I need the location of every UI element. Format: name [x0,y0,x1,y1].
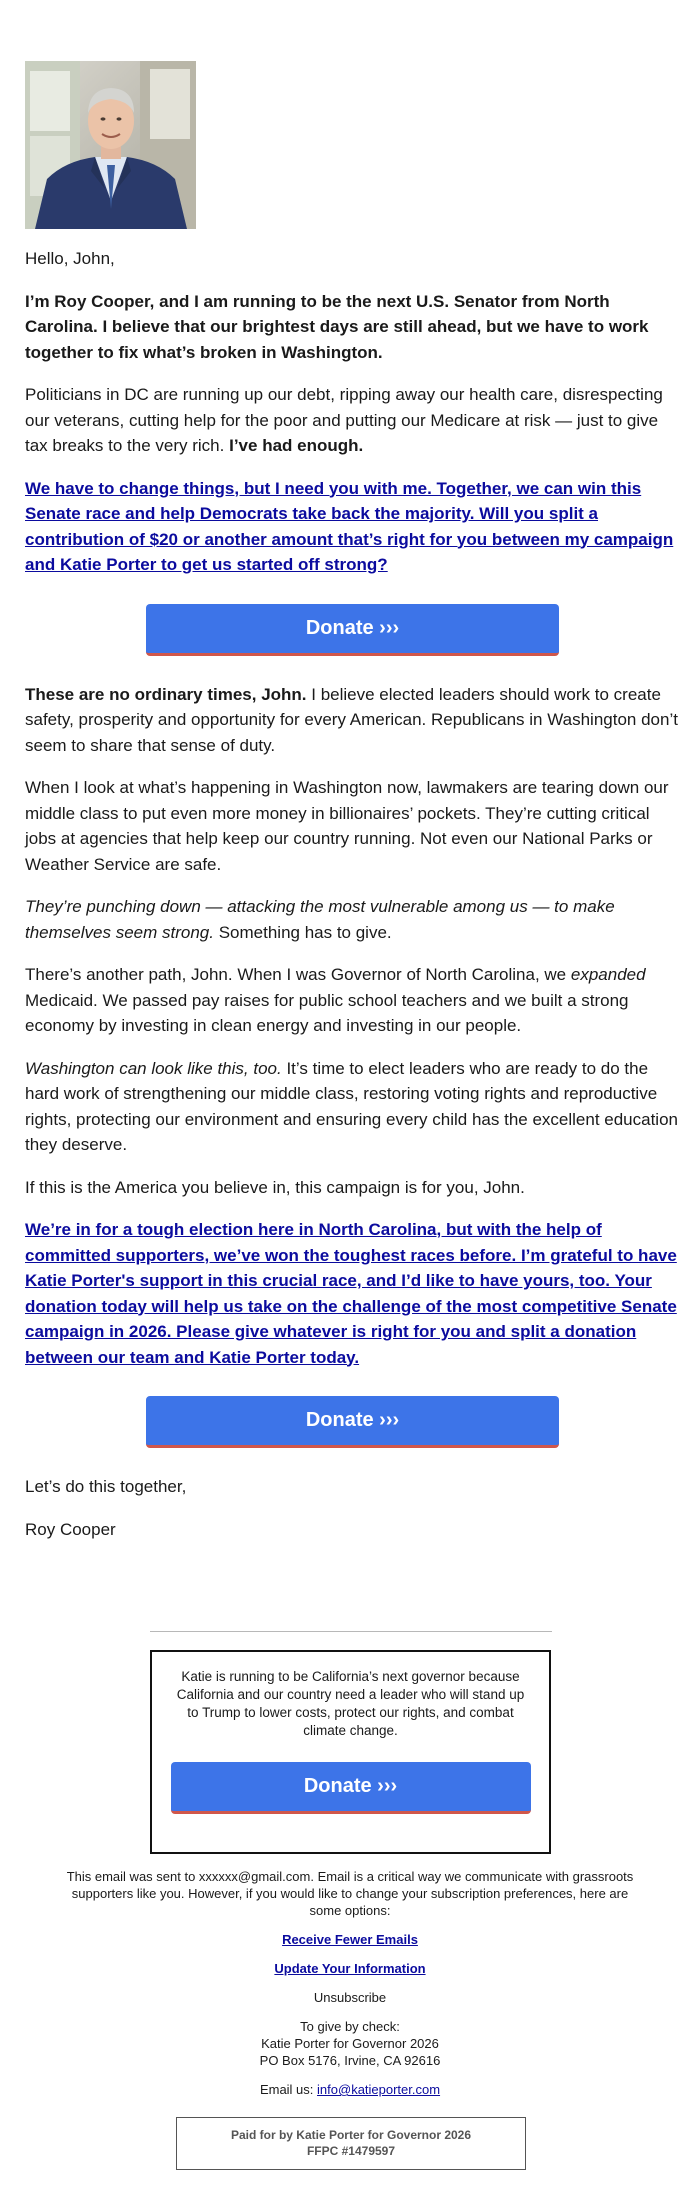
ffpc-line: FFPC #1479597 [306,2144,396,2158]
america-paragraph: If this is the America you believe in, this campaign is for you, John. [25,1177,525,1197]
ordinary-times-emphasis: These are no ordinary times, John. [25,684,307,704]
roy-cooper-portrait [25,61,196,229]
email-us-label: Email us: [259,2082,314,2097]
cta-paragraph-1 [25,476,680,578]
debt-paragraph [25,382,680,459]
katie-porter-box [150,1650,551,1854]
closing-line: Let’s do this together, [25,1477,187,1496]
contact-email-link[interactable]: info@katieporter.com [317,2082,441,2097]
donate-button[interactable]: Donate ››› [146,1396,559,1448]
another-path-text-b: Medicaid. We passed pay raises for public school teachers and we built a strong economy by investing in clean energy and investing in our people. [25,990,629,1035]
check-payee: Katie Porter for Governor 2026 [261,2036,439,2051]
split-contribution-link[interactable]: We have to change things, but I need you with me. Together, we can win this Senate race and help Democrats take back the majority. Will you split a contribution of $20 or another amount that’s right for you between my campaign and Katie Porter to get us started off strong? [25,478,674,574]
paid-for-disclaimer [176,2117,526,2170]
signature: Roy Cooper [25,1519,116,1539]
donate-row-1 [25,604,680,656]
another-path-text-a: There’s another path, John. When I was Governor of North Carolina, we [25,965,567,984]
donate-row-2 [25,1396,680,1448]
intro-paragraph: I’m Roy Cooper, and I am running to be the next U.S. Senator from North Carolina. I believe that our brightest days are still ahead, but we have to work together to fix what’s broken in Washington. [25,291,649,362]
check-heading: To give by check: [300,2019,400,2034]
punching-down-italic: They’re punching down — attacking the most vulnerable among us — to make themselves seem strong. [25,897,615,942]
paid-for-line: Paid for by Katie Porter for Governor 2026 [230,2128,472,2142]
email-body [25,61,680,1542]
another-path-paragraph [25,962,680,1039]
ordinary-times-paragraph [25,682,680,759]
subscription-notice: This email was sent to xxxxxx@gmail.com. Email is a critical way we communicate with grassroots supporters like you. However, if you would like to change your subscription preferences, here are some options: [66,1869,634,1918]
update-information-link[interactable]: Update Your Information [274,1961,426,1976]
email-footer [60,1868,640,2098]
look-like-this-paragraph [25,1056,680,1158]
ordinary-times-text: I believe elected leaders should work to create safety, prosperity and opportunity for every American. Republicans in Washington don’t seem to share that sense of duty. [25,684,678,755]
another-path-italic: expanded [570,965,646,984]
cta-paragraph-2 [25,1217,680,1370]
look-like-this-italic: Washington can look like this, too. [25,1058,282,1078]
footer-divider [150,1631,552,1632]
tough-election-link[interactable]: We’re in for a tough election here in North Carolina, but with the help of committed supporters, we’ve won the toughest races before. I’m grateful to have Katie Porter's support in this crucial race, and I’d like to have yours, too. Your donation today will help us take on the challenge of the most competitive Senate campaign in 2026. Please give whatever is right for you and split a donation between our team and Katie Porter today. [25,1220,677,1367]
unsubscribe-link[interactable]: Unsubscribe [313,1990,387,2005]
katie-box-text: Katie is running to be California’s next governor because California and our country need a leader who will stand up to Trump to lower costs, protect our rights, and combat climate change. [176,1669,525,1738]
debt-text: Politicians in DC are running up our debt, ripping away our health care, disrespecting our veterans, cutting help for the poor and putting our Medicare at risk — just to give tax breaks to the very rich. [25,385,663,455]
donate-button[interactable]: Donate ››› [146,604,559,656]
washington-paragraph: When I look at what’s happening in Washington now, lawmakers are tearing down our middle class to put even more money in billionaires’ pockets. They’re cutting critical jobs at agencies that help keep our country running. Not even our National Parks or Weather Service are safe. [25,778,669,874]
punching-down-text: Something has to give. [218,922,392,942]
punching-down-paragraph [25,894,680,945]
email-us-line [60,2081,640,2098]
katie-donate-button[interactable]: Donate ››› [171,1762,531,1814]
greeting: Hello, John, [25,249,115,268]
debt-emphasis: I’ve had enough. [229,436,364,455]
look-like-this-text: It’s time to elect leaders who are ready to do the hard work of strengthening our middle class, restoring voting rights and reproductive rights, protecting our environment and ensuring every child has the excellent education they deserve. [25,1058,678,1154]
check-address: PO Box 5176, Irvine, CA 92616 [259,2053,441,2068]
receive-fewer-emails-link[interactable]: Receive Fewer Emails [282,1932,418,1947]
